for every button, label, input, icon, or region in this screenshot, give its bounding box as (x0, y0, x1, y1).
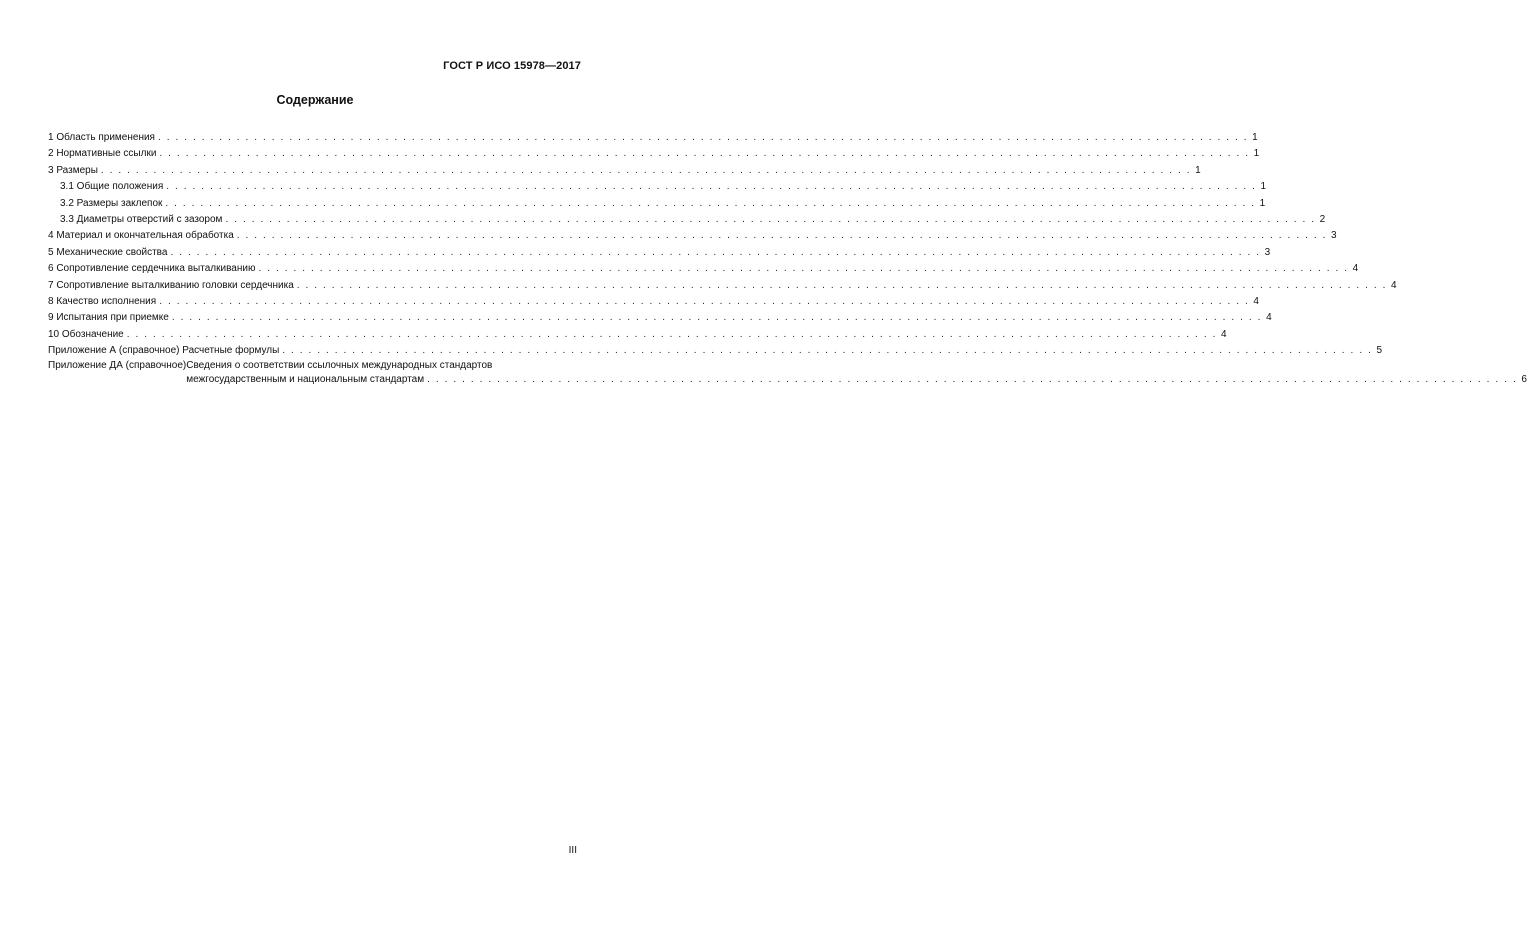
toc-title: Содержание (276, 93, 354, 107)
toc-entry[interactable] (48, 228, 1337, 244)
toc-entry[interactable] (48, 261, 1359, 277)
toc-annex-da-line2-row (186, 373, 1527, 387)
toc-entry-page: 4 (1220, 328, 1227, 340)
toc-dot-leader (170, 245, 1260, 261)
toc-entry-page: 3 (1330, 230, 1337, 242)
toc-subentry[interactable] (48, 179, 1267, 195)
toc-dot-leader (427, 373, 1517, 387)
page-number: III (568, 845, 577, 856)
toc-entry-label: 3.2 Размеры заклепок (60, 197, 163, 209)
toc-entry-label: 2 Нормативные ссылки (48, 148, 157, 160)
toc-entry-label: 3.3 Диаметры отверстий с зазором (60, 213, 223, 225)
document-code: ГОСТ Р ИСО 15978—2017 (443, 60, 581, 72)
toc-entry-page: 1 (1259, 197, 1266, 209)
toc-entry-label: 3.1 Общие положения (60, 181, 164, 193)
toc-entry-label: 7 Сопротивление выталкиванию головки сердечника (48, 279, 294, 291)
toc-entry-annex-a[interactable] (48, 343, 1383, 359)
toc-entry-label: 9 Испытания при приемке (48, 312, 169, 324)
toc-dot-leader (172, 310, 1262, 326)
toc-entry-label: 5 Механические свойства (48, 246, 168, 258)
toc-entry[interactable] (48, 146, 1260, 162)
toc-dot-leader (127, 327, 1217, 343)
toc-entry[interactable] (48, 294, 1259, 310)
toc-entry-page: 6 (1521, 374, 1527, 386)
toc-dot-leader (158, 130, 1248, 146)
toc-dot-leader (159, 294, 1249, 310)
toc-dot-leader (237, 228, 1327, 244)
toc-entry-label: 10 Обозначение (48, 328, 124, 340)
toc-annex-da-line2: межгосударственным и национальным стандартам (186, 374, 425, 386)
toc-entry-page: 4 (1266, 312, 1272, 324)
toc-entry-label: 3 Размеры (48, 164, 98, 176)
toc-entry-page: 1 (1253, 148, 1260, 160)
toc-entry-page: 4 (1253, 295, 1259, 307)
toc-entry-page: 3 (1264, 246, 1271, 258)
toc-dot-leader (166, 179, 1256, 195)
toc-dot-leader (165, 196, 1255, 212)
toc-annex-da-line1: Сведения о соответствии ссылочных международных стандартов (186, 360, 493, 372)
toc-dot-leader (282, 343, 1372, 359)
toc-entry[interactable] (48, 245, 1271, 261)
toc-entry[interactable] (48, 278, 1397, 294)
toc-entry-page: 4 (1352, 263, 1359, 275)
toc-dot-leader (297, 278, 1387, 294)
toc-subentry[interactable] (48, 196, 1266, 212)
toc-entry-page: 1 (1195, 164, 1201, 176)
toc-entry-annex-da[interactable] (48, 359, 1527, 387)
toc-entry-label: 4 Материал и окончательная обработка (48, 230, 234, 242)
toc-annex-da-head: Приложение ДА (справочное) (48, 360, 187, 372)
toc-entry[interactable] (48, 327, 1227, 343)
toc-dot-leader (159, 146, 1249, 162)
toc-entry-label: 6 Сопротивление сердечника выталкиванию (48, 263, 256, 275)
toc-entry-label: 1 Область применения (48, 132, 155, 143)
toc-entry-page: 1 (1252, 132, 1258, 143)
toc-entry[interactable] (48, 163, 1201, 179)
toc-entry-page: 4 (1390, 279, 1397, 291)
toc-entry-page: 5 (1376, 345, 1383, 357)
toc-entry-page: 1 (1260, 181, 1267, 193)
toc-entry-label: 8 Качество исполнения (48, 295, 157, 307)
toc-dot-leader (258, 261, 1348, 277)
toc-entry-label: Приложение А (справочное) Расчетные формулы (48, 345, 280, 357)
table-of-contents (48, 130, 1527, 387)
toc-dot-leader (101, 163, 1191, 179)
toc-entry-page: 2 (1319, 213, 1326, 225)
toc-subentry[interactable] (48, 212, 1326, 228)
toc-annex-da-body (186, 359, 1527, 387)
toc-entry[interactable] (48, 130, 1258, 146)
toc-dot-leader (225, 212, 1315, 228)
toc-entry[interactable] (48, 310, 1272, 326)
